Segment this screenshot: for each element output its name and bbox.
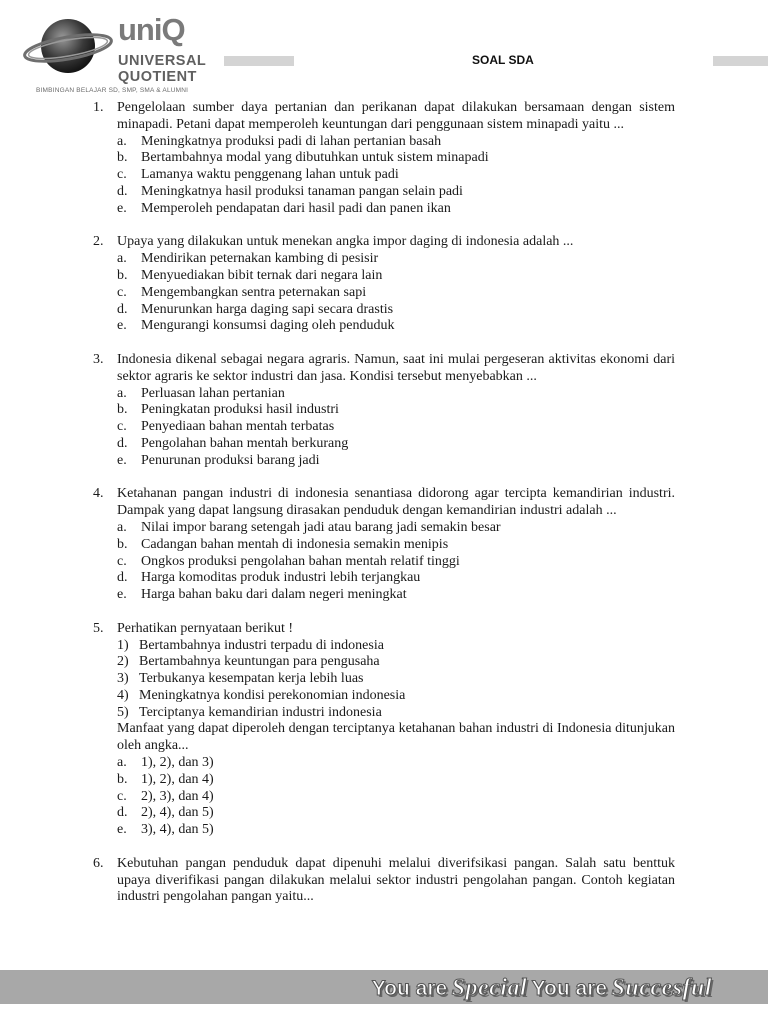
- logo-tagline: BIMBINGAN BELAJAR SD, SMP, SMA & ALUMNI: [36, 87, 189, 94]
- globe-logo-icon: [22, 8, 114, 88]
- option-label: c.: [117, 553, 127, 569]
- option-text: Menurunkan harga daging sapi secara drastis: [141, 301, 394, 317]
- question-5: [93, 621, 675, 839]
- option-label: a.: [117, 385, 127, 401]
- statement-1: [117, 638, 675, 655]
- option-text: Menyuediakan bibit ternak dari negara lain: [141, 267, 383, 283]
- question-number: 5.: [93, 620, 104, 636]
- statement-text: Bertambahnya industri terpadu di indonesia: [139, 637, 384, 653]
- option-label: c.: [117, 284, 127, 300]
- option-label: a.: [117, 519, 127, 535]
- option-label: e.: [117, 822, 127, 838]
- question-stem: Kebutuhan pangan penduduk dapat dipenuhi melalui diverifsikasi pangan. Salah satu benttuk upaya diverifikasi pangan dilakukan melalui sektor industri pengolahan pangan. Contoh kegiatan industri pengolahan pangan yaitu...: [117, 855, 675, 905]
- option-text: Perluasan lahan pertanian: [141, 385, 285, 401]
- question-number: 2.: [93, 234, 104, 250]
- statement-label: 4): [117, 687, 129, 703]
- option-c: [117, 167, 675, 184]
- option-b: [117, 402, 675, 419]
- question-stem: Indonesia dikenal sebagai negara agraris. Namun, saat ini mulai pergeseran aktivitas ekonomi dari sektor agraris ke sektor industri dan jasa. Kondisi tersebut menyebabkan ...: [117, 351, 675, 384]
- option-e: [117, 587, 675, 604]
- option-c: [117, 789, 675, 806]
- option-a: [117, 251, 675, 268]
- statement-label: 3): [117, 671, 129, 687]
- logo-quotient-text: QUOTIENT: [118, 69, 197, 85]
- option-label: a.: [117, 755, 127, 771]
- option-text: 2), 3), dan 4): [141, 788, 214, 804]
- option-label: d.: [117, 570, 128, 586]
- statement-4: [117, 688, 675, 705]
- question-number: 3.: [93, 351, 104, 367]
- option-label: d.: [117, 435, 128, 451]
- option-text: Lamanya waktu penggenang lahan untuk padi: [141, 167, 399, 183]
- option-c: [117, 554, 675, 571]
- option-text: Peningkatan produksi hasil industri: [141, 402, 339, 418]
- question-number: 4.: [93, 486, 104, 502]
- option-label: b.: [117, 402, 128, 418]
- option-e: [117, 318, 675, 335]
- option-d: [117, 302, 675, 319]
- option-b: [117, 772, 675, 789]
- option-text: Nilai impor barang setengah jadi atau barang jadi semakin besar: [141, 519, 501, 535]
- option-label: c.: [117, 167, 127, 183]
- option-text: Bertambahnya modal yang dibutuhkan untuk sistem minapadi: [141, 150, 489, 166]
- statement-label: 2): [117, 654, 129, 670]
- question-stem: Upaya yang dilakukan untuk menekan angka impor daging di indonesia adalah ...: [117, 234, 574, 250]
- page-title: SOAL SDA: [472, 53, 534, 67]
- option-label: b.: [117, 536, 128, 552]
- option-a: [117, 386, 675, 403]
- option-label: b.: [117, 771, 128, 787]
- option-d: [117, 805, 675, 822]
- option-b: [117, 537, 675, 554]
- option-d: [117, 570, 675, 587]
- question-4: [93, 486, 675, 604]
- option-text: Mendirikan peternakan kambing di pesisir: [141, 251, 379, 267]
- question-number: 6.: [93, 855, 104, 871]
- option-text: Penyediaan bahan mentah terbatas: [141, 419, 335, 435]
- statement-text: Terbukanya kesempatan kerja lebih luas: [139, 671, 364, 687]
- option-a: [117, 755, 675, 772]
- option-label: a.: [117, 251, 127, 267]
- option-d: [117, 184, 675, 201]
- statement-text: Bertambahnya keuntungan para pengusaha: [139, 654, 380, 670]
- option-label: d.: [117, 183, 128, 199]
- option-text: Meningkatnya hasil produksi tanaman pangan selain padi: [141, 183, 463, 199]
- slogan-successful: Succesful: [611, 975, 712, 1001]
- logo-universal-text: UNIVERSAL: [118, 53, 207, 69]
- question-stem-continued: Manfaat yang dapat diperoleh dengan terciptanya ketahanan bahan industri di Indonesia ditunjukan oleh angka...: [117, 721, 675, 754]
- statement-5: [117, 705, 675, 722]
- header-bar-left: [224, 56, 294, 66]
- statement-label: 1): [117, 637, 129, 653]
- option-label: e.: [117, 587, 127, 603]
- question-number: 1.: [93, 100, 104, 115]
- question-stem: Ketahanan pangan industri di indonesia senantiasa didorong agar tercipta kemandirian industri. Dampak yang dapat langsung dirasakan penduduk dengan kemandirian industri adalah ...: [117, 486, 675, 519]
- statement-2: [117, 654, 675, 671]
- option-e: [117, 201, 675, 218]
- option-text: 3), 4), dan 5): [141, 822, 214, 838]
- option-text: Pengolahan bahan mentah berkurang: [141, 435, 349, 451]
- slogan-special: Special: [451, 975, 528, 1001]
- option-text: Harga komoditas produk industri lebih terjangkau: [141, 570, 421, 586]
- option-a: [117, 134, 675, 151]
- option-b: [117, 150, 675, 167]
- question-1: [93, 100, 675, 218]
- option-text: 2), 4), dan 5): [141, 805, 214, 821]
- option-text: Memperoleh pendapatan dari hasil padi dan panen ikan: [141, 200, 451, 216]
- option-text: Meningkatnya produksi padi di lahan pertanian basah: [141, 133, 442, 149]
- question-6: [93, 856, 675, 906]
- question-2: [93, 234, 675, 335]
- option-e: [117, 453, 675, 470]
- option-b: [117, 268, 675, 285]
- option-d: [117, 436, 675, 453]
- header-bar-right: [713, 56, 768, 66]
- option-label: e.: [117, 452, 127, 468]
- option-text: 1), 2), dan 4): [141, 771, 214, 787]
- slogan-you-are-1: You are: [371, 977, 448, 1000]
- option-label: b.: [117, 150, 128, 166]
- option-text: Harga bahan baku dari dalam negeri meningkat: [141, 587, 407, 603]
- option-e: [117, 822, 675, 839]
- question-list: [93, 100, 675, 923]
- option-c: [117, 419, 675, 436]
- option-label: d.: [117, 805, 128, 821]
- option-label: c.: [117, 788, 127, 804]
- option-text: 1), 2), dan 3): [141, 755, 214, 771]
- statement-label: 5): [117, 704, 129, 720]
- option-text: Mengembangkan sentra peternakan sapi: [141, 284, 367, 300]
- option-c: [117, 285, 675, 302]
- option-label: a.: [117, 133, 127, 149]
- option-label: b.: [117, 267, 128, 283]
- option-label: c.: [117, 419, 127, 435]
- option-text: Mengurangi konsumsi daging oleh penduduk: [141, 318, 395, 334]
- option-text: Penurunan produksi barang jadi: [141, 452, 320, 468]
- option-text: Ongkos produksi pengolahan bahan mentah relatif tinggi: [141, 553, 460, 569]
- slogan-you-are-2: You are: [531, 977, 608, 1000]
- option-label: d.: [117, 301, 128, 317]
- statement-text: Meningkatnya kondisi perekonomian indonesia: [139, 687, 406, 703]
- footer-slogan: [372, 974, 712, 1005]
- option-text: Cadangan bahan mentah di indonesia semakin menipis: [141, 536, 449, 552]
- question-3: [93, 352, 675, 470]
- logo: [22, 8, 222, 94]
- statement-text: Terciptanya kemandirian industri indonesia: [139, 704, 382, 720]
- statement-3: [117, 671, 675, 688]
- question-stem: Pengelolaan sumber daya pertanian dan perikanan dapat dilakukan bersamaan dengan sistem minapadi. Petani dapat memperoleh keuntungan dari penggunaan sistem minapadi yaitu ...: [117, 100, 675, 132]
- option-label: e.: [117, 318, 127, 334]
- option-a: [117, 520, 675, 537]
- option-label: e.: [117, 200, 127, 216]
- question-stem: Perhatikan pernyataan berikut !: [117, 620, 294, 636]
- logo-uni-text: uniQ: [118, 12, 185, 47]
